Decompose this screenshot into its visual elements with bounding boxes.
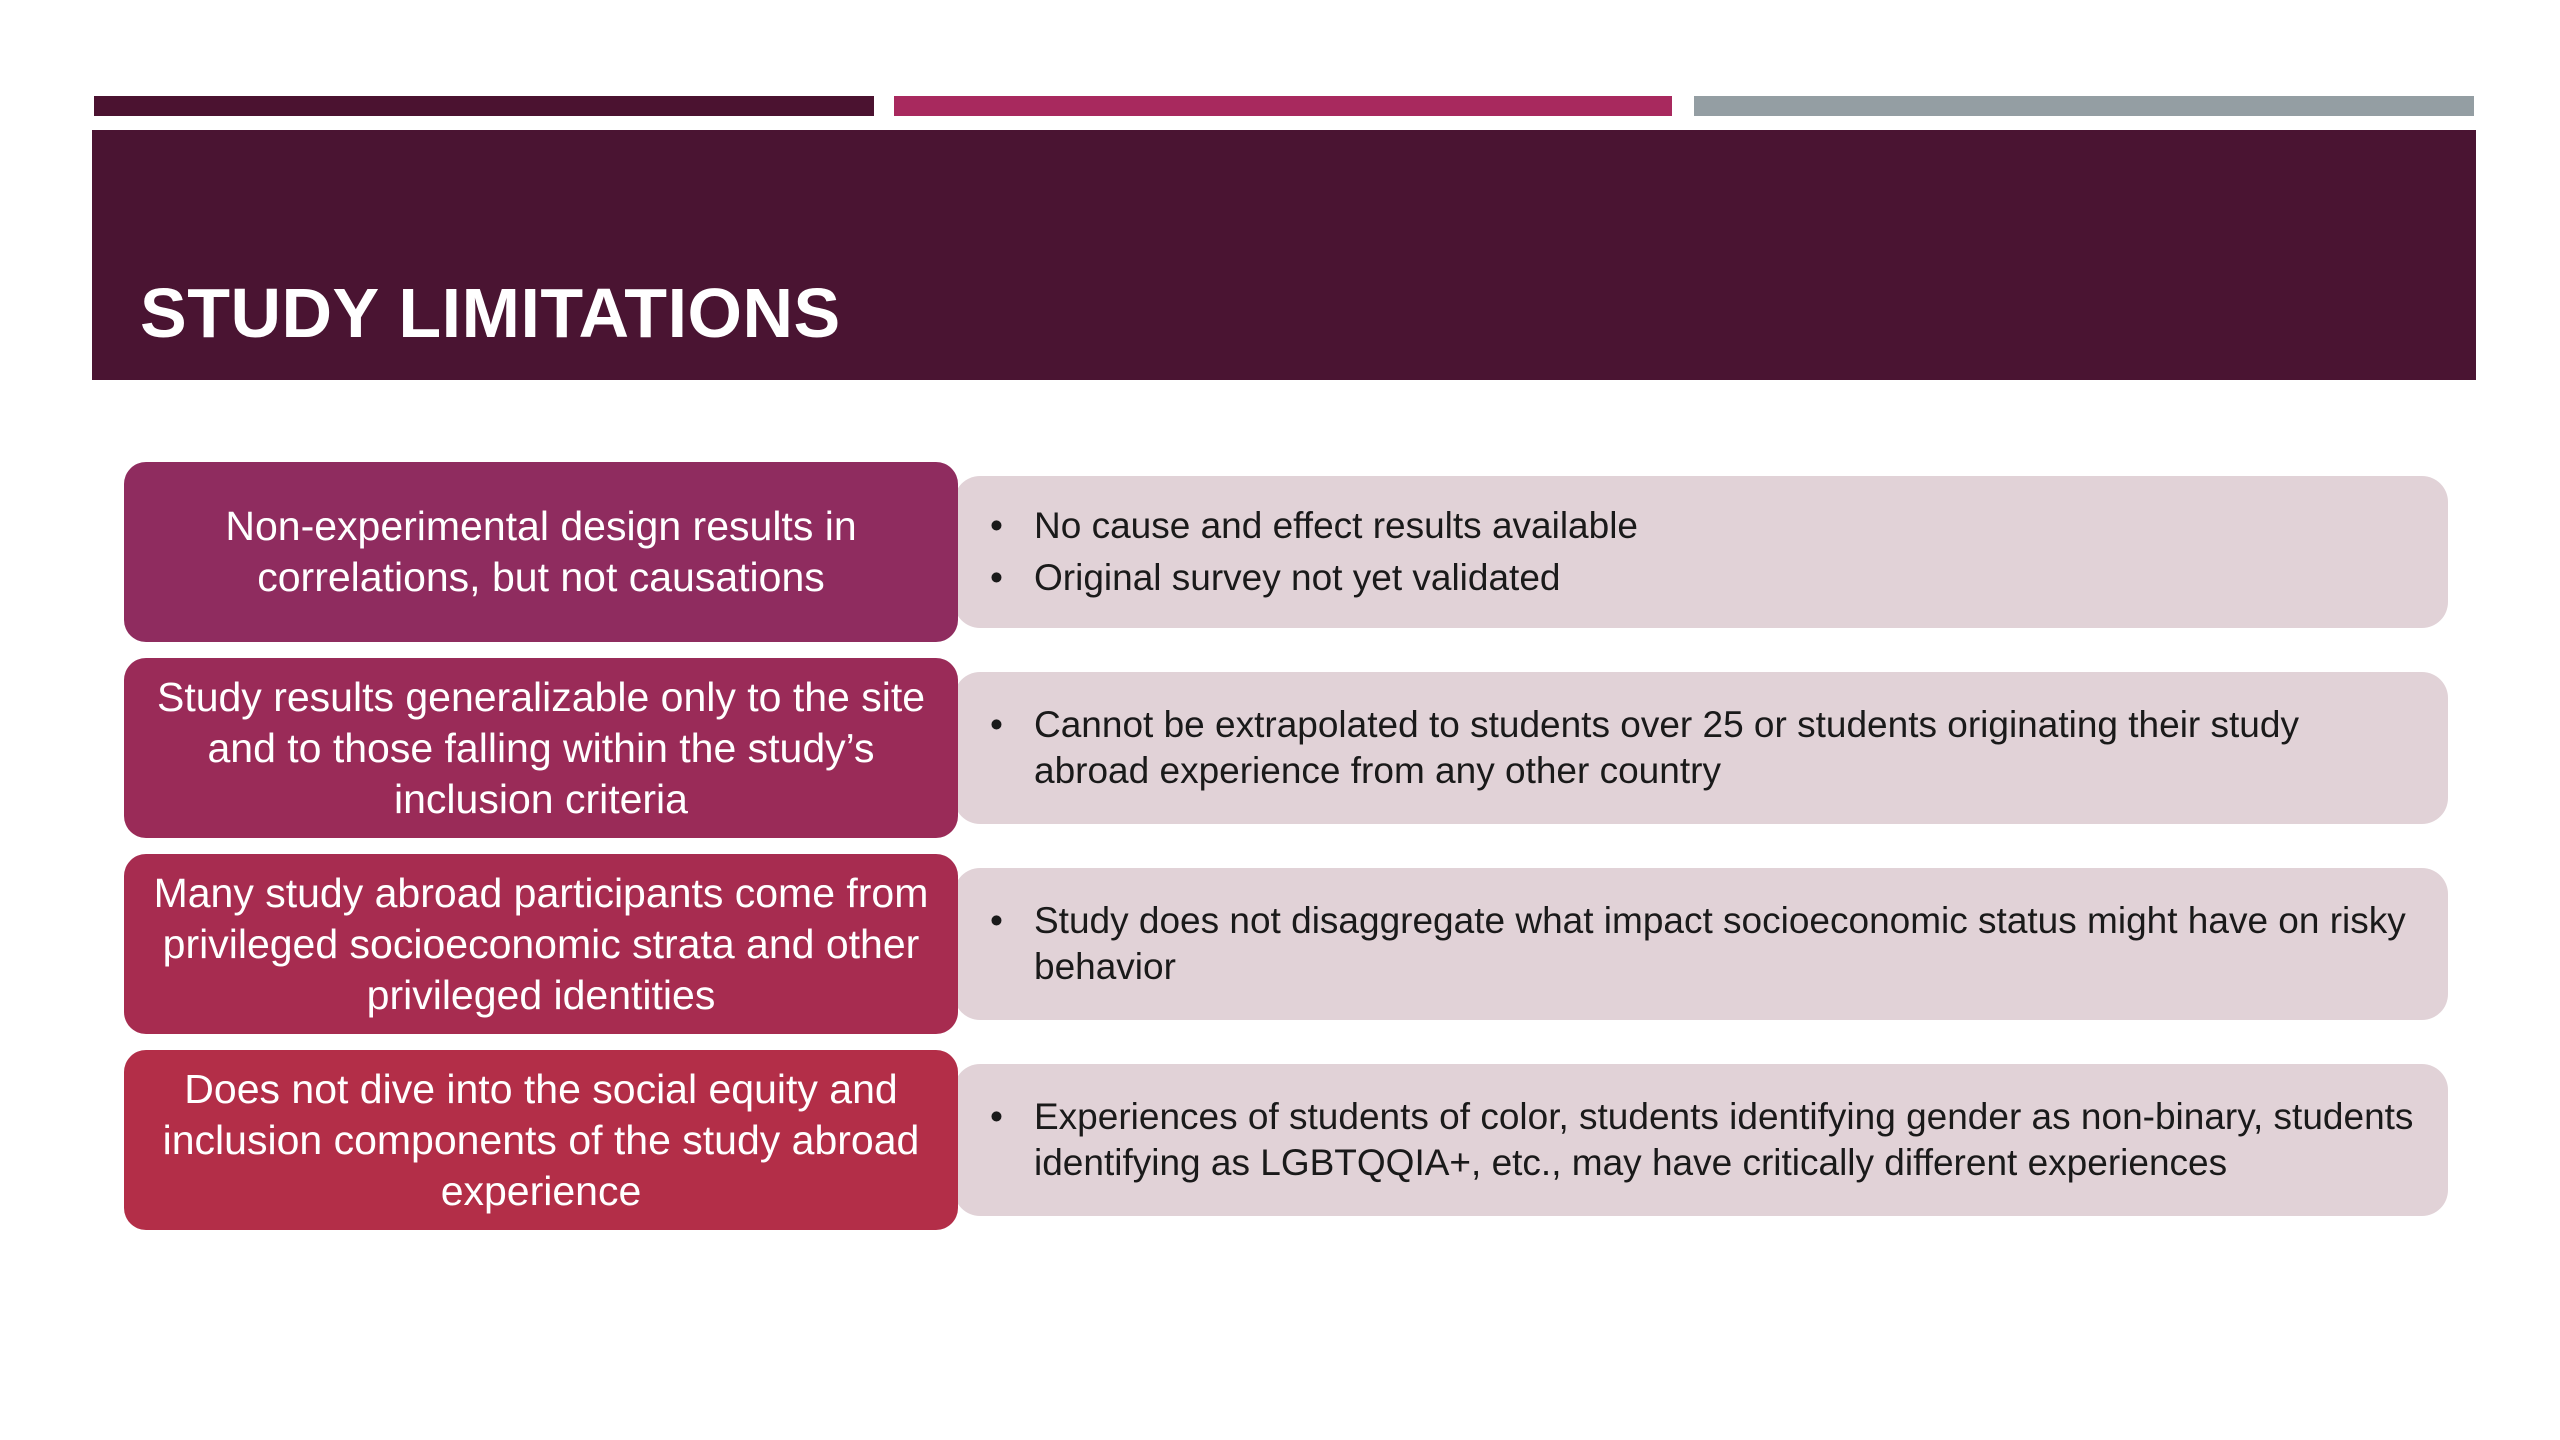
title-band xyxy=(92,130,2476,380)
detail-item: • No cause and effect results available xyxy=(1012,503,2418,549)
bullet-icon: • xyxy=(990,900,1003,941)
limitation-details xyxy=(954,868,2448,1020)
limitation-details xyxy=(954,1064,2448,1216)
limitation-row xyxy=(124,1050,2448,1230)
bullet-icon: • xyxy=(990,505,1003,546)
bullet-icon: • xyxy=(990,557,1003,598)
limitation-label: Study results generalizable only to the site and to those falling within the study’s inclusion criteria xyxy=(124,658,958,838)
slide-title: STUDY LIMITATIONS xyxy=(140,274,841,352)
limitation-label: Non-experimental design results in correlations, but not causations xyxy=(124,462,958,642)
detail-item: • Original survey not yet validated xyxy=(1012,555,2418,601)
detail-item: • Study does not disaggregate what impact socioeconomic status might have on risky behavior xyxy=(990,900,2406,987)
limitation-row xyxy=(124,462,2448,642)
limitations-list xyxy=(124,462,2448,1246)
accent-bar-gray xyxy=(1694,96,2474,116)
detail-item: • Experiences of students of color, students identifying gender as non-binary, students identifying as LGBTQQIA+, etc., may have critically different experiences xyxy=(990,1096,2414,1183)
limitation-details xyxy=(954,476,2448,628)
limitation-row xyxy=(124,854,2448,1034)
limitation-label: Many study abroad participants come from privileged socioeconomic strata and other privileged identities xyxy=(124,854,958,1034)
limitation-details xyxy=(954,672,2448,824)
bullet-icon: • xyxy=(990,704,1003,745)
limitation-row xyxy=(124,658,2448,838)
accent-bar-dark xyxy=(94,96,874,116)
detail-item: • Cannot be extrapolated to students over 25 or students originating their study abroad experience from any other country xyxy=(990,704,2299,791)
bullet-icon: • xyxy=(990,1096,1003,1137)
limitation-label: Does not dive into the social equity and inclusion components of the study abroad experience xyxy=(124,1050,958,1230)
accent-bar-magenta xyxy=(894,96,1672,116)
